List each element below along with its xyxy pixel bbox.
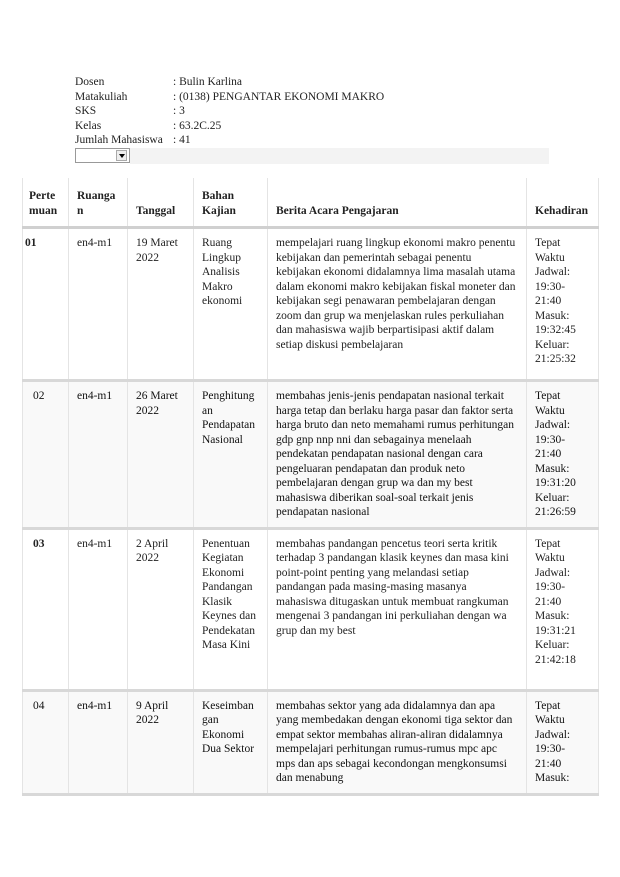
header-pertemuan: Perte muan — [23, 178, 69, 228]
jumlah-label: Jumlah Mahasiswa — [75, 134, 163, 146]
jumlah-value: : 41 — [173, 134, 191, 146]
chevron-down-icon[interactable] — [116, 150, 127, 161]
kelas-label: Kelas — [75, 119, 102, 132]
header-bahan: Bahan Kajian — [194, 178, 268, 228]
row-ruangan: en4-m1 — [69, 228, 128, 381]
row-kehadiran: Tepat Waktu Jadwal: 19:30-21:40 Masuk: 19:31:21 Keluar: 21:42:18 — [527, 528, 599, 690]
table-row — [23, 228, 599, 381]
header-berita: Berita Acara Pengajaran — [268, 178, 527, 228]
header-bar — [130, 148, 549, 164]
header-ruangan: Ruangan — [69, 178, 128, 228]
matakuliah-value: : (0138) PENGANTAR EKONOMI MAKRO — [173, 90, 385, 103]
row-ruangan: en4-m1 — [69, 690, 128, 794]
row-bahan: Ruang Lingkup Analisis Makro ekonomi — [194, 228, 268, 381]
row-number: 03 — [23, 528, 69, 690]
attendance-table — [22, 178, 599, 796]
course-info — [75, 75, 384, 148]
row-berita: membahas pandangan pencetus teori serta kritik terhadap 3 pandangan klasik keynes dan masa kini point-point penting yang melandasi setiap pandangan pada masing-masing masanya mahasiswa ditugaskan untuk membuat rangkuman mengenai 3 pandangan ini perkuliahan dengan wa grup dan my best — [268, 528, 527, 690]
row-number: 01 — [23, 228, 69, 381]
table-row — [23, 381, 599, 529]
row-berita: membahas sektor yang ada didalamnya dan apa yang membedakan dengan ekonomi tiga sektor dan empat sektor membahas aliran-aliran didalamnya mempelajari perhitungan rumus-rumus mpc apc mps dan aps sebagai kecondongan mengkonsumsi dan menabung — [268, 690, 527, 794]
row-bahan: Penentuan Kegiatan Ekonomi Pandangan Klasik Keynes dan Pendekatan Masa Kini — [194, 528, 268, 690]
row-tanggal: 9 April 2022 — [128, 690, 194, 794]
dosen-label: Dosen — [75, 76, 105, 88]
sks-value: : 3 — [173, 105, 185, 117]
meeting-select[interactable] — [75, 148, 130, 163]
sks-label: SKS — [75, 105, 97, 117]
row-berita: membahas jenis-jenis pendapatan nasional terkait harga tetap dan berlaku harga pasar dan faktor serta harga bruto dan neto memahami rumus perhitungan gdp gnp nnp nni dan sebagainya menelaah pendekatan pendapatan nasional dengan cara pengeluaran pendapatan dan produk neto pembelajaran dengan grup wa dan my best mahasiswa diberikan soal-soal terkait jenis pendapatan nasional — [268, 381, 527, 529]
row-kehadiran: Tepat Waktu Jadwal: 19:30-21:40 Masuk: 19:31:20 Keluar: 21:26:59 — [527, 381, 599, 529]
row-tanggal: 19 Maret 2022 — [128, 228, 194, 381]
row-berita: mempelajari ruang lingkup ekonomi makro penentu kebijakan dan pemerintah sebagai penentu kebijakan ekonomi didalamnya lima masalah utama dalam ekonomi makro kebijakan fiskal moneter dan kebijakan segi penawaran pembelajaran dengan zoom dan grup wa menjelaskan rules perkuliahan dan mahasiswa wajib berpartisipasi aktif dalam setiap diskusi pembelajaran — [268, 228, 527, 381]
row-ruangan: en4-m1 — [69, 381, 128, 529]
row-number: 04 — [23, 690, 69, 794]
table-row — [23, 690, 599, 794]
row-bahan: Penghitungan Pendapatan Nasional — [194, 381, 268, 529]
row-ruangan: en4-m1 — [69, 528, 128, 690]
row-kehadiran: Tepat Waktu Jadwal: 19:30-21:40 Masuk: — [527, 690, 599, 794]
row-tanggal: 26 Maret 2022 — [128, 381, 194, 529]
row-bahan: Keseimbangan Ekonomi Dua Sektor — [194, 690, 268, 794]
table-row — [23, 528, 599, 690]
row-kehadiran: Tepat Waktu Jadwal: 19:30-21:40 Masuk: 19:32:45 Keluar: 21:25:32 — [527, 228, 599, 381]
header-tanggal: Tanggal — [128, 178, 194, 228]
dosen-value: : Bulin Karlina — [173, 76, 242, 88]
table-header-row — [23, 178, 599, 228]
header-kehadiran: Kehadiran — [527, 178, 599, 228]
kelas-value: : 63.2C.25 — [173, 119, 222, 132]
row-tanggal: 2 April 2022 — [128, 528, 194, 690]
matakuliah-label: Matakuliah — [75, 90, 128, 103]
row-number: 02 — [23, 381, 69, 529]
